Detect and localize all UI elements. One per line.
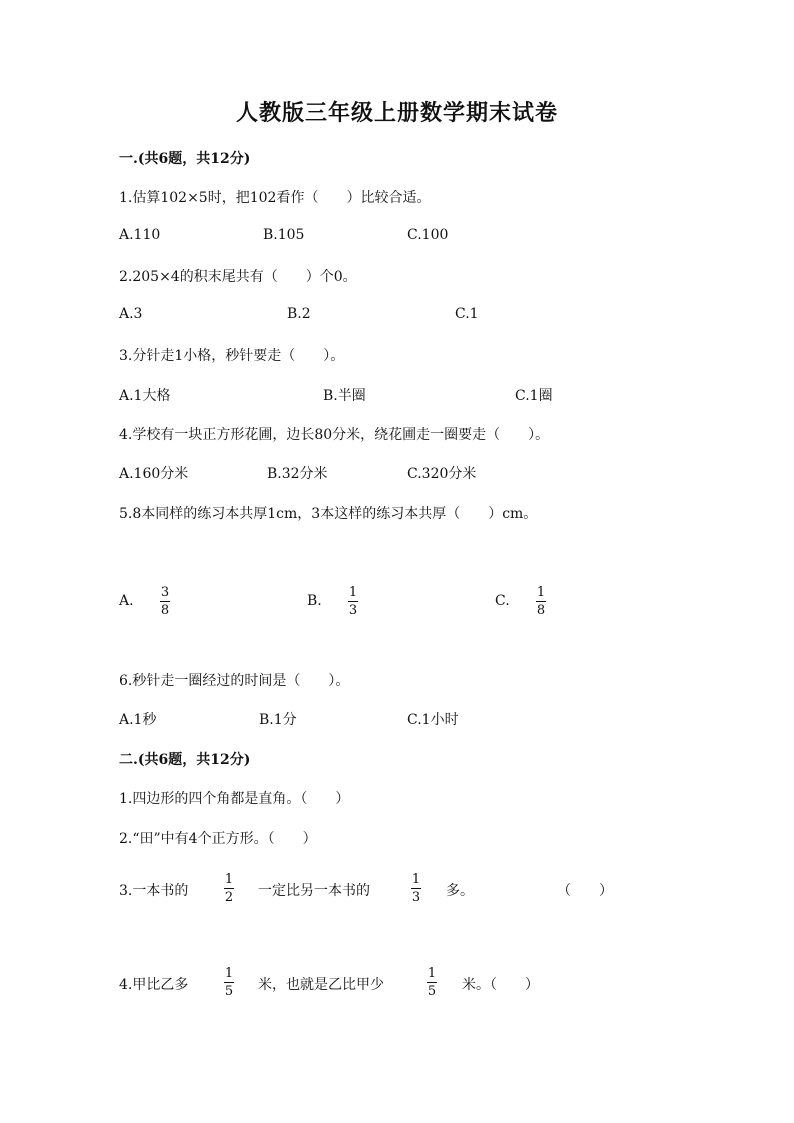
q2-3-part1: 3.一本书的 — [119, 883, 189, 899]
q2-3-part2: 一定比另一本书的 — [258, 883, 370, 899]
question-2-2: 2.“田”中有4个正方形。（ ） — [119, 831, 317, 847]
q2-4-fraction-2: 1 5 — [427, 966, 437, 999]
q1-1-option-a: A.110 — [119, 227, 161, 243]
q1-5-option-c-fraction: 1 8 — [536, 585, 546, 618]
q1-6-option-b: B.1分 — [259, 712, 297, 728]
question-1-5: 5.8本同样的练习本共厚1cm，3本这样的练习本共厚（ ）cm。 — [119, 506, 538, 522]
q2-3-paren: （ ） — [557, 883, 613, 899]
q1-4-option-c: C.320分米 — [407, 466, 477, 482]
question-1-6: 6.秒针走一圈经过的时间是（ ）。 — [119, 673, 350, 689]
q1-6-option-c: C.1小时 — [407, 712, 459, 728]
section-1-header: 一.(共6题，共12分) — [119, 151, 251, 167]
q1-6-option-a: A.1秒 — [119, 712, 157, 728]
question-1-4: 4.学校有一块正方形花圃，边长80分米，绕花圃走一圈要走（ ）。 — [119, 427, 550, 443]
q2-4-part3: 米。（ ） — [462, 977, 539, 993]
q1-2-option-c: C.1 — [455, 306, 479, 322]
q1-5-option-b-label: B. — [307, 593, 322, 609]
q1-1-option-b: B.105 — [263, 227, 305, 243]
q1-2-option-a: A.3 — [119, 306, 143, 322]
q2-3-fraction-2: 1 3 — [411, 872, 421, 905]
q2-4-part2: 米，也就是乙比甲少 — [258, 977, 384, 993]
q1-3-option-b: B.半圈 — [323, 388, 366, 404]
q1-5-option-a-fraction: 3 8 — [160, 585, 170, 618]
q1-2-option-b: B.2 — [287, 306, 311, 322]
q2-3-part3: 多。 — [446, 883, 474, 899]
q1-5-option-a-label: A. — [119, 593, 134, 609]
q1-4-option-b: B.32分米 — [267, 466, 328, 482]
question-1-3: 3.分针走1小格，秒针要走（ ）。 — [119, 348, 345, 364]
q2-3-fraction-1: 1 2 — [224, 872, 234, 905]
page-title: 人教版三年级上册数学期末试卷 — [235, 100, 558, 126]
question-2-1: 1.四边形的四个角都是直角。（ ） — [119, 791, 350, 807]
q1-4-option-a: A.160分米 — [119, 466, 189, 482]
question-1-1: 1.估算102×5时，把102看作（ ）比较合适。 — [119, 190, 431, 206]
q1-5-option-c-label: C. — [495, 593, 510, 609]
q2-4-fraction-1: 1 5 — [224, 966, 234, 999]
q1-3-option-c: C.1圈 — [515, 388, 553, 404]
section-2-header: 二.(共6题，共12分) — [119, 752, 251, 768]
q2-4-part1: 4.甲比乙多 — [119, 977, 189, 993]
q1-5-option-b-fraction: 1 3 — [348, 585, 358, 618]
q1-1-option-c: C.100 — [407, 227, 449, 243]
q1-3-option-a: A.1大格 — [119, 388, 171, 404]
question-1-2: 2.205×4的积末尾共有（ ）个0。 — [119, 269, 357, 285]
